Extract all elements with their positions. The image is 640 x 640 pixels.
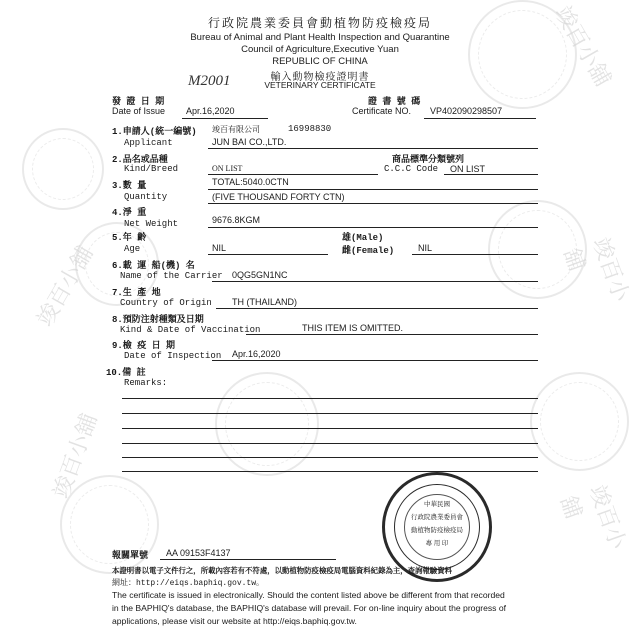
- origin-label-zh: 7.生 產 地: [112, 288, 161, 298]
- certificate-number-label-zh: 證 書 號 碼: [368, 97, 421, 107]
- issue-date-underline: [182, 118, 268, 119]
- origin-underline: [216, 308, 538, 309]
- seal-line-1: 中華民國: [424, 501, 450, 508]
- customs-number-value: AA 09153F4137: [166, 548, 231, 558]
- remarks-line: [122, 471, 538, 472]
- applicant-id: 16998830: [288, 124, 332, 134]
- header-zh-title: 行政院農業委員會動植物防疫檢疫局: [207, 16, 432, 30]
- certificate-title-en: VETERINARY CERTIFICATE: [264, 80, 376, 90]
- seal-line-2: 行政院農業委員會: [411, 514, 463, 521]
- header-en-line3: REPUBLIC OF CHINA: [272, 56, 368, 67]
- footer-notice-zh: 本證明書以電子文件行之，所載內容若有不符處，以動植物防疫檢疫局電腦資料紀錄為主，查詢報驗資料: [112, 568, 452, 576]
- watermark-seal-top-left: [22, 128, 104, 210]
- carrier-label-zh: 6.載 運 船(機) 名: [112, 261, 195, 271]
- applicant-label-en: Applicant: [124, 138, 173, 148]
- header-en-line2: Council of Agriculture,Executive Yuan: [241, 44, 399, 55]
- ccc-underline: [444, 174, 538, 175]
- kind-value: ON LIST: [212, 164, 243, 173]
- age-label-en: Age: [124, 244, 141, 254]
- net-weight-value: 9676.8KGM: [212, 215, 261, 225]
- carrier-value: 0QG5GN1NC: [232, 270, 288, 280]
- remarks-line: [122, 457, 538, 458]
- watermark-text: 竣百小舖: [32, 242, 99, 331]
- age-value: NIL: [212, 243, 227, 253]
- quantity-value-total: TOTAL:5040.0CTN: [212, 177, 289, 187]
- ccc-label-en: C.C.C Code: [384, 164, 439, 174]
- applicant-underline: [208, 148, 538, 149]
- customs-number-label: 報關單號: [112, 551, 149, 561]
- customs-number-underline: [160, 559, 336, 560]
- inspection-underline: [212, 360, 538, 361]
- female-label: 雌(Female): [342, 246, 395, 256]
- header-en-line1: Bureau of Animal and Plant Health Inspection and Quarantine: [190, 32, 450, 43]
- certificate-number-value: VP402090298507: [430, 106, 503, 116]
- remarks-label-zh: 10.備 註: [106, 368, 146, 378]
- remarks-line: [122, 443, 538, 444]
- applicant-name-zh: 竣百有限公司: [212, 125, 260, 134]
- sex-underline: [412, 254, 538, 255]
- certificate-number-label-en: Certificate NO.: [352, 106, 412, 116]
- quantity-value-words: (FIVE THOUSAND FORTY CTN): [212, 192, 345, 202]
- age-underline: [208, 254, 328, 255]
- kind-label-en: Kind/Breed: [124, 164, 179, 174]
- quantity-label-zh: 3.數 量: [112, 181, 147, 191]
- handwritten-note: M2001: [188, 73, 231, 89]
- watermark-text: 竣百小舖: [554, 482, 630, 553]
- carrier-underline: [212, 281, 538, 282]
- vaccination-label-zh: 8.預防注射種類及日期: [112, 315, 204, 325]
- footer-notice-en-3: applications, please visit our website at http://eiqs.baphiq.gov.tw.: [112, 616, 357, 626]
- vaccination-value: THIS ITEM IS OMITTED.: [302, 323, 403, 333]
- carrier-label-en: Name of the Carrier: [120, 271, 223, 281]
- male-label: 雄(Male): [342, 233, 384, 243]
- vaccination-underline: [246, 334, 538, 335]
- applicant-name-en: JUN BAI CO.,LTD.: [212, 137, 287, 147]
- inspection-label-zh: 9.檢 疫 日 期: [112, 341, 176, 351]
- certificate-number-underline: [424, 118, 536, 119]
- quantity-label-en: Quantity: [124, 192, 168, 202]
- ccc-label-zh: 商品標準分類號列: [392, 155, 465, 165]
- issue-date-value: Apr.16,2020: [186, 106, 235, 116]
- net-weight-underline: [208, 227, 538, 228]
- watermark-text: 竣百小舖: [558, 234, 634, 306]
- issue-date-label-zh: 發 證 日 期: [112, 97, 165, 107]
- seal-line-3: 動植物防疫檢疫局: [411, 527, 463, 534]
- watermark-seal-lower-right: [530, 372, 629, 471]
- net-weight-label-en: Net Weight: [124, 219, 179, 229]
- remarks-label-en: Remarks:: [124, 378, 168, 388]
- net-weight-label-zh: 4.淨 重: [112, 208, 147, 218]
- vaccination-label-en: Kind & Date of Vaccination: [120, 325, 261, 335]
- watermark-seal-center: [215, 372, 319, 476]
- applicant-label-zh: 1.申請人(統一編號): [112, 127, 197, 137]
- inspection-label-en: Date of Inspection: [124, 351, 222, 361]
- footer-notice-en-1: The certificate is issued in electronically. Should the content listed above be different from that recorded: [112, 590, 505, 600]
- origin-value: TH (THAILAND): [232, 297, 297, 307]
- watermark-text: 竣百小舖: [549, 2, 616, 91]
- seal-line-4: 專 用 印: [425, 540, 449, 547]
- sex-value: NIL: [418, 243, 433, 253]
- issue-date-label-en: Date of Issue: [112, 106, 166, 116]
- origin-label-en: Country of Origin: [120, 298, 212, 308]
- remarks-line: [122, 428, 538, 429]
- kind-label-zh: 2.品名或品種: [112, 155, 168, 165]
- footer-url-zh: 網址：http://eiqs.baphiq.gov.tw。: [112, 579, 265, 588]
- remarks-line: [122, 398, 538, 399]
- quantity-underline-2: [208, 203, 538, 204]
- footer-notice-en-2: in the BAPHIQ's database, the BAPHIQ's database will prevail. For on-line inquiry about the progress of: [112, 603, 507, 613]
- kind-underline: [208, 174, 378, 175]
- certificate-title-zh: 輸入動物檢疫證明書: [270, 72, 370, 83]
- age-label-zh: 5.年 齡: [112, 233, 147, 243]
- inspection-value: Apr.16,2020: [232, 349, 281, 359]
- quantity-underline-1: [208, 189, 538, 190]
- ccc-value: ON LIST: [450, 164, 486, 174]
- remarks-line: [122, 413, 538, 414]
- watermark-text: 竣百小舖: [49, 410, 103, 502]
